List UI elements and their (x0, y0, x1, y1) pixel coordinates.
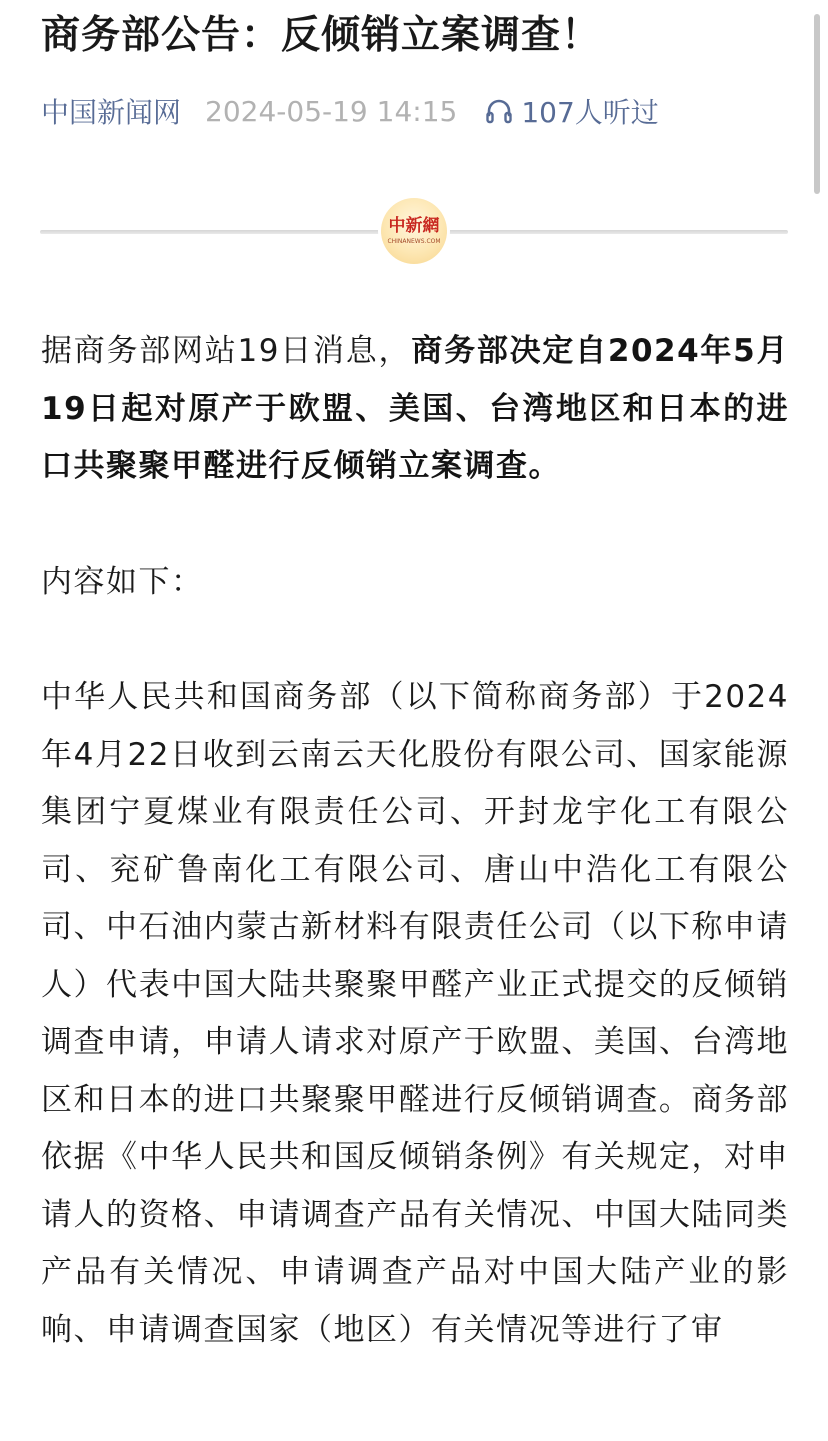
body-paragraph: 中华人民共和国商务部（以下简称商务部）于2024年4月22日收到云南云天化股份有限公司、国家能源集团宁夏煤业有限责任公司、开封龙宇化工有限公司、兖矿鲁南化工有限公司、唐山中浩化工有限公司、中石油内蒙古新材料有限责任公司（以下称申请人）代表中国大陆共聚聚甲醛产业正式提交的反倾销调查申请，申请人请求对原产于欧盟、美国、台湾地区和日本的进口共聚聚甲醛进行反倾销调查。商务部依据《中华人民共和国反倾销条例》有关规定，对申请人的资格、申请调查产品有关情况、中国大陆同类产品有关情况、申请调查产品对中国大陆产业的影响、申请调查国家（地区）有关情况等进行了审 (41, 679, 789, 1348)
listen-count: 107人听过 (521, 96, 659, 129)
lead-bold-text: 商务部决定自2024年5月19日起对原产于欧盟、美国、台湾地区和日本的进口共聚聚甲醛进行反倾销立案调查。 (41, 333, 789, 484)
lead-paragraph (41, 323, 789, 496)
publish-time: 2024-05-19 14:15 (205, 94, 458, 128)
article-title: 商务部公告：反倾销立案调查！ (41, 13, 602, 58)
headphones-icon (485, 98, 513, 124)
content-intro: 内容如下： (41, 564, 204, 600)
source-link[interactable]: 中国新闻网 (41, 96, 182, 129)
chinanews-logo (381, 198, 447, 264)
logo-text-cn: 中新網 (388, 215, 440, 236)
article-meta (41, 88, 659, 134)
scrollbar[interactable] (814, 14, 820, 194)
logo-text-en: CHINANEWS.COM (387, 237, 441, 245)
lead-text: 据商务部网站19日消息， (41, 333, 412, 369)
listen-button[interactable] (485, 91, 658, 131)
